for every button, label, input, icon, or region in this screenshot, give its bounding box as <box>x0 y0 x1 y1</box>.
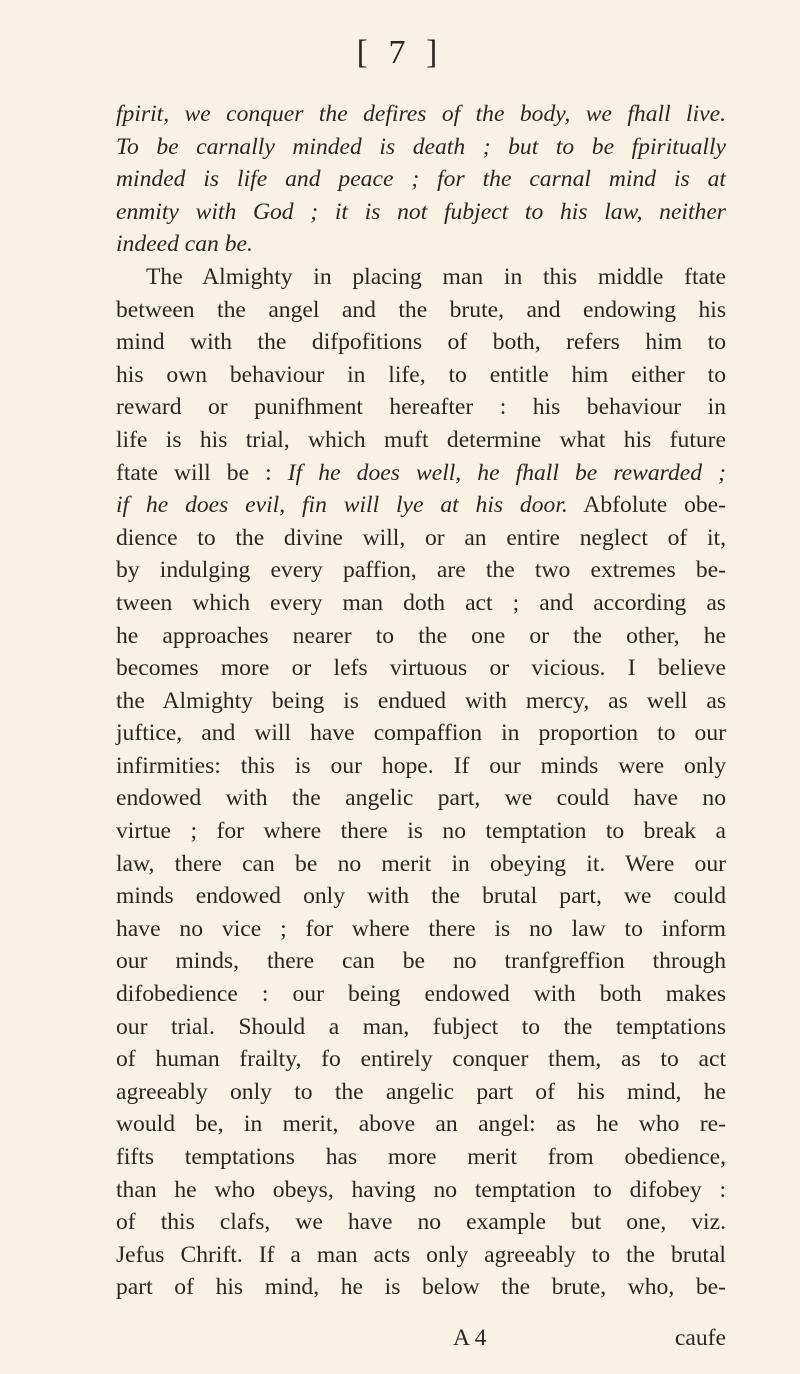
text-line <box>116 685 726 718</box>
text-line <box>116 131 726 164</box>
text-line <box>116 1108 726 1141</box>
text-line <box>116 554 726 587</box>
text-line <box>116 945 726 978</box>
text-line <box>116 163 726 196</box>
text-line <box>116 1271 726 1304</box>
roman-text: the Almighty being is endued with mercy, as well as <box>116 687 726 714</box>
text-line <box>116 848 726 881</box>
text-line <box>116 1239 726 1272</box>
italic-text: fpirit, we conquer the defires of the body, we fhall live. <box>116 101 726 127</box>
roman-text: tween which every man doth act ; and according as <box>116 589 726 616</box>
text-line <box>116 326 726 359</box>
italic-text: To be carnally minded is death ; but to be fpiritually <box>116 133 726 160</box>
text-line <box>116 1043 726 1076</box>
text-line <box>116 587 726 620</box>
text-line <box>116 196 726 229</box>
text-line <box>116 424 726 457</box>
text-line <box>116 261 726 294</box>
roman-text: agreeably only to the angelic part of his mind, he <box>116 1078 726 1105</box>
roman-text: than he who obeys, having no temptation to difobey : <box>116 1176 726 1203</box>
roman-text: difobedience : our being endowed with both makes <box>116 981 726 1008</box>
roman-text: our minds, there can be no tranfgreffion through <box>116 948 726 975</box>
roman-text: The Almighty in placing man in this middle ftate <box>146 263 726 290</box>
roman-text: law, there can be no merit in obeying it. Were our <box>116 850 726 877</box>
text-line <box>116 294 726 327</box>
roman-text: fifts temptations has more merit from obedience, <box>116 1144 726 1170</box>
roman-text: would be, in merit, above an angel: as he who re- <box>116 1111 726 1138</box>
roman-text: infirmities: this is our hope. If our minds were only <box>116 752 726 779</box>
text-line <box>116 1011 726 1044</box>
roman-text: between the angel and the brute, and endowing his <box>116 296 726 323</box>
text-line <box>116 1174 726 1207</box>
roman-text: Jefus Chrift. If a man acts only agreeably to the brutal <box>116 1241 726 1268</box>
roman-text: his own behaviour in life, to entitle him either to <box>116 361 726 388</box>
roman-text: reward or punifhment hereafter : his behaviour in <box>116 394 726 421</box>
roman-text: of human frailty, fo entirely conquer them, as to act <box>116 1046 726 1073</box>
roman-text: our trial. Should a man, fubject to the temptations <box>116 1013 726 1040</box>
roman-text: part of his mind, he is below the brute, who, be- <box>116 1274 726 1301</box>
body-text <box>116 98 726 1304</box>
text-line <box>116 1206 726 1239</box>
roman-text: virtue ; for where there is no temptation to break a <box>116 818 726 845</box>
text-line <box>116 717 726 750</box>
italic-text: minded is life and peace ; for the carnal mind is at <box>116 166 726 193</box>
roman-text: becomes more or lefs virtuous or vicious. I believe <box>116 655 726 682</box>
roman-text: ftate will be : <box>116 459 288 486</box>
roman-text: of this clafs, we have no example but one, viz. <box>116 1209 726 1236</box>
roman-text: life is his trial, which muft determine what his future <box>116 426 726 453</box>
text-line <box>116 228 726 261</box>
roman-text: juftice, and will have compaffion in proportion to our <box>116 720 726 747</box>
roman-text: mind with the difpofitions of both, refers him to <box>116 329 726 356</box>
text-line <box>116 522 726 555</box>
roman-text: by indulging every paffion, are the two extremes be- <box>116 557 726 584</box>
roman-text: endowed with the angelic part, we could have no <box>116 785 726 812</box>
italic-text: If he does well, he fhall be rewarded ; <box>287 459 726 486</box>
text-line <box>116 457 726 490</box>
roman-text: Abfolute obe- <box>567 492 726 519</box>
text-line <box>116 1141 726 1174</box>
italic-text: enmity with God ; it is not fubject to his law, neither <box>116 198 726 225</box>
text-line <box>116 815 726 848</box>
italic-text: if he does evil, fin will lye at his door. <box>116 492 568 519</box>
text-line <box>116 652 726 685</box>
roman-text: have no vice ; for where there is no law to inform <box>116 915 726 942</box>
roman-text: minds endowed only with the brutal part, we could <box>116 883 726 910</box>
text-line <box>116 750 726 783</box>
text-line <box>116 359 726 392</box>
roman-text: dience to the divine will, or an entire neglect of it, <box>116 524 726 551</box>
text-line <box>116 98 726 131</box>
catchword: caufe <box>674 1325 726 1351</box>
page-number: [ 7 ] <box>356 34 444 71</box>
text-line <box>116 391 726 424</box>
text-line <box>116 489 726 522</box>
text-line <box>116 913 726 946</box>
roman-text: he approaches nearer to the one or the other, he <box>116 622 726 649</box>
text-line <box>116 978 726 1011</box>
text-line <box>116 620 726 653</box>
italic-text: indeed can be. <box>116 231 253 258</box>
signature-mark: A 4 <box>453 1325 487 1351</box>
text-line <box>116 1076 726 1109</box>
text-line <box>116 880 726 913</box>
text-line <box>116 782 726 815</box>
